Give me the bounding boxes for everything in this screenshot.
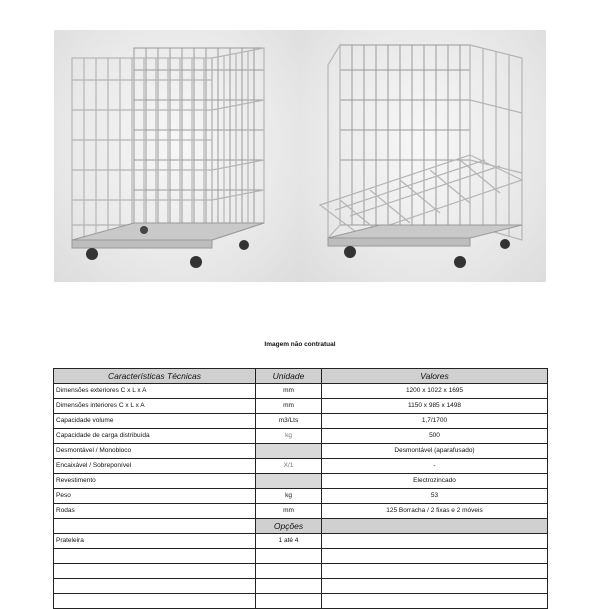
row-value: Electrozincado — [322, 474, 548, 489]
row-label: Rodas — [54, 504, 256, 519]
header-unit: Unidade — [256, 369, 322, 384]
option-value — [322, 564, 548, 579]
option-unit: 1 até 4 — [256, 534, 322, 549]
table-row — [54, 384, 548, 399]
option-label — [54, 549, 256, 564]
table-row — [54, 444, 548, 459]
table-row — [54, 414, 548, 429]
row-value: 125 Borracha / 2 fixas e 2 móveis — [322, 504, 548, 519]
cage-trolley-open-illustration — [300, 30, 546, 282]
table-row — [54, 459, 548, 474]
table-header-row — [54, 369, 548, 384]
row-value: - — [322, 459, 548, 474]
option-label — [54, 579, 256, 594]
row-label: Capacidade de carga distribuída — [54, 429, 256, 444]
option-value — [322, 534, 548, 549]
table-row — [54, 429, 548, 444]
row-unit: X/1 — [256, 459, 322, 474]
row-label: Peso — [54, 489, 256, 504]
row-value: 53 — [322, 489, 548, 504]
row-label: Dimensões exteriores C x L x A — [54, 384, 256, 399]
table-row — [54, 489, 548, 504]
row-unit: kg — [256, 429, 322, 444]
options-row — [54, 564, 548, 579]
row-value: 1200 x 1022 x 1695 — [322, 384, 548, 399]
options-row — [54, 594, 548, 609]
row-label: Encaixável / Sobreponível — [54, 459, 256, 474]
row-value: 1,7/1700 — [322, 414, 548, 429]
header-values: Valores — [322, 369, 548, 384]
row-value: Desmontável (aparafusado) — [322, 444, 548, 459]
row-unit: kg — [256, 489, 322, 504]
option-label — [54, 594, 256, 609]
option-unit — [256, 594, 322, 609]
row-label: Revestimento — [54, 474, 256, 489]
technical-specs-table — [53, 368, 548, 609]
option-value — [322, 579, 548, 594]
product-image-closed — [54, 30, 300, 282]
option-value — [322, 549, 548, 564]
table-row — [54, 504, 548, 519]
cage-trolley-illustration — [54, 30, 300, 282]
option-unit — [256, 564, 322, 579]
row-unit — [256, 474, 322, 489]
options-row — [54, 534, 548, 549]
header-characteristics: Características Técnicas — [54, 369, 256, 384]
table-row — [54, 399, 548, 414]
row-unit — [256, 444, 322, 459]
options-row — [54, 549, 548, 564]
option-label: Prateleira — [54, 534, 256, 549]
row-label: Capacidade volume — [54, 414, 256, 429]
options-header-row — [54, 519, 548, 534]
row-label: Desmontável / Monobloco — [54, 444, 256, 459]
row-unit: mm — [256, 399, 322, 414]
option-value — [322, 594, 548, 609]
row-value: 500 — [322, 429, 548, 444]
options-header: Opções — [256, 519, 322, 534]
row-label: Dimensões interiores C x L x A — [54, 399, 256, 414]
row-value: 1150 x 985 x 1498 — [322, 399, 548, 414]
option-unit — [256, 579, 322, 594]
row-unit: mm — [256, 504, 322, 519]
product-image-open — [300, 30, 546, 282]
row-unit: m3/Lts — [256, 414, 322, 429]
option-label — [54, 564, 256, 579]
options-row — [54, 579, 548, 594]
option-unit — [256, 549, 322, 564]
table-row — [54, 474, 548, 489]
image-disclaimer: Imagem não contratual — [264, 341, 336, 348]
row-unit: mm — [256, 384, 322, 399]
